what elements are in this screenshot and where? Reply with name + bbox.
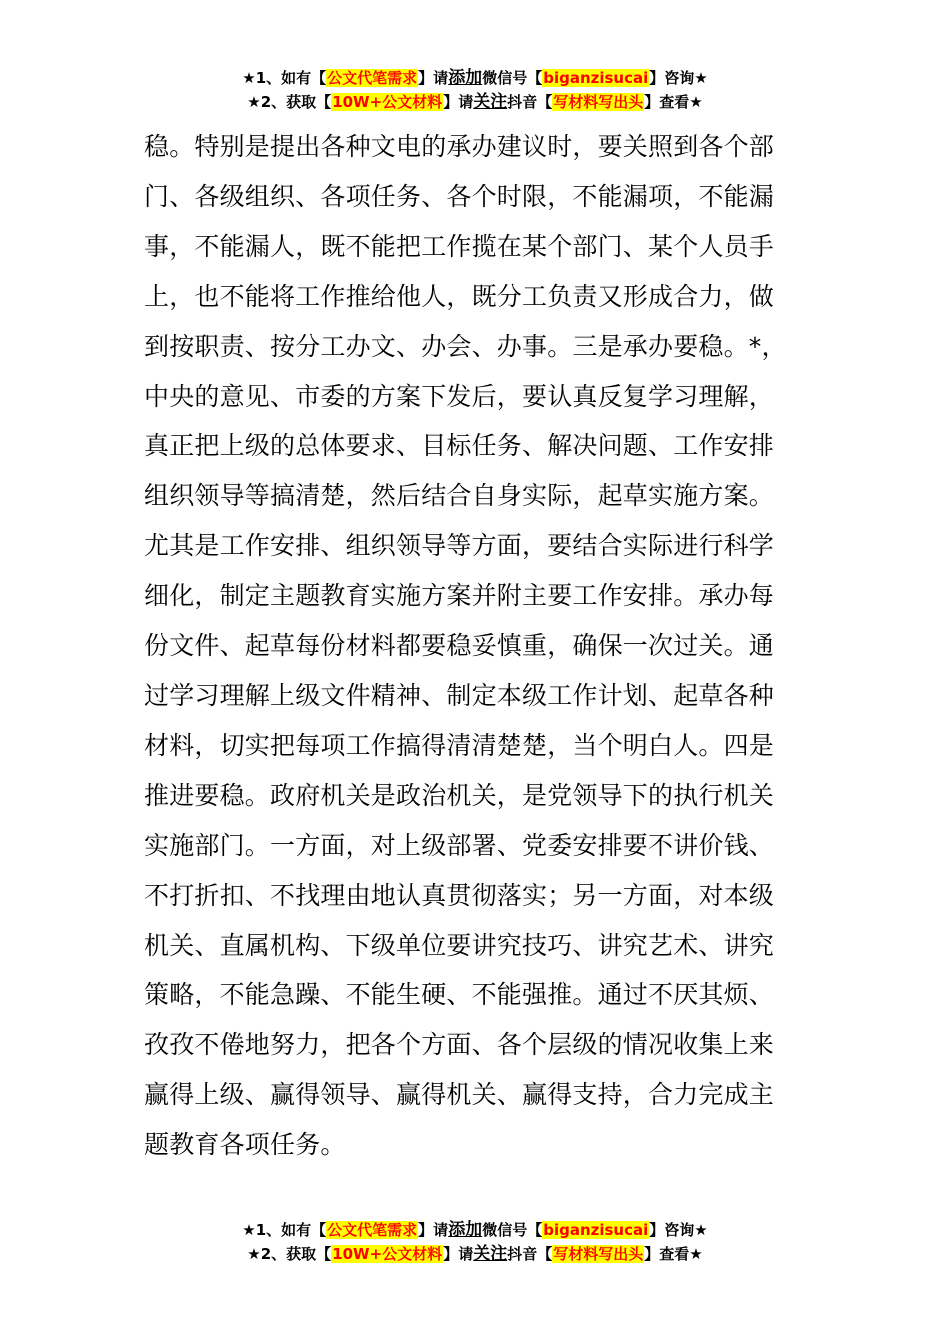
body-line: 尤其是工作安排、组织领导等方面，要结合实际进行科学 [144, 531, 775, 561]
header-line-2-mid2: 抖音【 [507, 93, 553, 111]
body-line: 不打折扣、不找理由地认真贯彻落实；另一方面，对本级 [144, 880, 775, 910]
header-banner [0, 66, 950, 114]
highlight-materials: 10W+公文材料 [332, 93, 443, 111]
body-line: 策略，不能急躁、不能生硬、不能强推。通过不厌其烦、 [144, 980, 775, 1010]
highlight-service: 公文代笔需求 [327, 1221, 418, 1239]
header-line-1 [0, 66, 950, 90]
highlight-wechat-id: biganzisucai [543, 1221, 649, 1239]
underlined-follow: 关注 [473, 1244, 508, 1264]
body-line: 事，不能漏人，既不能把工作揽在某个部门、某个人员手 [144, 231, 775, 261]
footer-line-2-suffix: 】查看★ [644, 1245, 703, 1263]
header-line-2-suffix: 】查看★ [644, 93, 703, 111]
underlined-follow: 关注 [473, 92, 508, 112]
body-line: 真正把上级的总体要求、目标任务、解决问题、工作安排 [144, 431, 775, 461]
header-line-1-mid: 】请 [418, 69, 449, 87]
footer-line-1-mid2: 微信号【 [482, 1221, 543, 1239]
footer-line-1-suffix: 】咨询★ [649, 1221, 708, 1239]
body-line: 过学习理解上级文件精神、制定本级工作计划、起草各种 [144, 680, 775, 710]
body-line: 孜孜不倦地努力，把各个方面、各个层级的情况收集上来 [144, 1030, 775, 1060]
body-line: 组织领导等搞清楚，然后结合自身实际，起草实施方案。 [144, 481, 775, 511]
document-body [144, 122, 812, 1170]
header-line-2-prefix: ★2、获取【 [247, 93, 332, 111]
highlight-materials: 10W+公文材料 [332, 1245, 443, 1263]
highlight-douyin-account: 写材料写出头 [553, 1245, 644, 1263]
body-line: 上，也不能将工作推给他人，既分工负责又形成合力，做 [144, 281, 775, 311]
footer-line-2-prefix: ★2、获取【 [247, 1245, 332, 1263]
underlined-add: 添加 [448, 68, 483, 88]
body-line: 机关、直属机构、下级单位要讲究技巧、讲究艺术、讲究 [144, 930, 775, 960]
body-line: 门、各级组织、各项任务、各个时限，不能漏项，不能漏 [144, 181, 775, 211]
header-line-1-prefix: ★1、如有【 [242, 69, 327, 87]
body-line: 实施部门。一方面，对上级部署、党委安排要不讲价钱、 [144, 830, 775, 860]
footer-banner [0, 1218, 950, 1266]
body-line: 推进要稳。政府机关是政治机关，是党领导下的执行机关 [144, 780, 775, 810]
header-line-2 [0, 90, 950, 114]
header-line-1-suffix: 】咨询★ [649, 69, 708, 87]
body-line: 份文件、起草每份材料都要稳妥慎重，确保一次过关。通 [144, 631, 775, 661]
body-line: 赢得上级、赢得领导、赢得机关、赢得支持，合力完成主 [144, 1080, 775, 1110]
footer-line-1 [0, 1218, 950, 1242]
body-line: 细化，制定主题教育实施方案并附主要工作安排。承办每 [144, 581, 775, 611]
footer-line-2-mid2: 抖音【 [507, 1245, 553, 1263]
highlight-service: 公文代笔需求 [327, 69, 418, 87]
header-line-2-mid: 】请 [443, 93, 474, 111]
body-line: 稳。特别是提出各种文电的承办建议时，要关照到各个部 [144, 132, 775, 161]
highlight-wechat-id: biganzisucai [543, 69, 649, 87]
highlight-douyin-account: 写材料写出头 [553, 93, 644, 111]
body-line: 到按职责、按分工办文、办会、办事。三是承办要稳。*， [144, 331, 787, 361]
footer-line-2 [0, 1242, 950, 1266]
footer-line-2-mid: 】请 [443, 1245, 474, 1263]
header-line-1-mid2: 微信号【 [482, 69, 543, 87]
underlined-add: 添加 [448, 1220, 483, 1240]
footer-line-1-prefix: ★1、如有【 [242, 1221, 327, 1239]
body-line: 材料，切实把每项工作搞得清清楚楚，当个明白人。四是 [144, 730, 775, 760]
body-line: 中央的意见、市委的方案下发后，要认真反复学习理解， [144, 381, 775, 411]
footer-line-1-mid: 】请 [418, 1221, 449, 1239]
body-line: 题教育各项任务。 [144, 1130, 346, 1160]
